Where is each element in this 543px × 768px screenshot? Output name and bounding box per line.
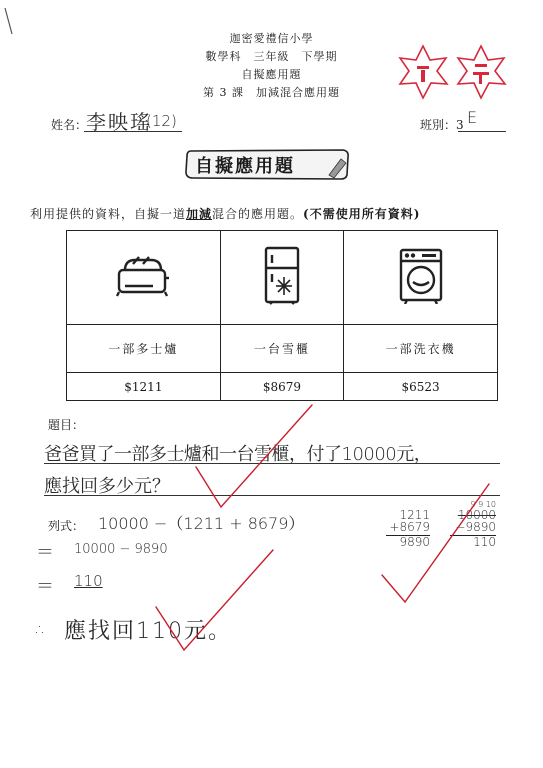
- item-price-fridge: $8679: [220, 373, 343, 401]
- item-name-fridge: 一台雪櫃: [220, 325, 343, 373]
- question-line-1: 爸爸買了一部多士爐和一台雪櫃，付了10000元，: [44, 444, 432, 465]
- therefore-sign: ∴: [36, 620, 47, 639]
- final-answer: 應找回110元。: [64, 619, 232, 644]
- working-step-1: 10000 −（1211 + 8679）: [98, 514, 305, 533]
- add-top: 1211: [399, 508, 430, 522]
- school-name: 迦密愛禮信小學: [229, 32, 314, 45]
- booklet-title: 自擬應用題: [241, 68, 302, 81]
- equals-sign-1: ＝: [36, 542, 54, 563]
- class-value: E: [467, 108, 478, 127]
- item-name-washing-machine: 一部洗衣機: [344, 325, 498, 373]
- sub-carry: 9 9 10: [470, 500, 496, 509]
- equals-sign-2: ＝: [36, 576, 54, 597]
- add-bottom: +8679: [389, 520, 430, 534]
- instruction-suffix: 混合的應用題。: [212, 207, 304, 221]
- working-step-3: 110: [74, 572, 103, 590]
- lesson-title: 第 3 課 加減混合應用題: [203, 86, 340, 99]
- student-number: (12): [146, 112, 177, 130]
- add-result: 9890: [386, 535, 430, 548]
- name-label: 姓名：: [51, 118, 88, 132]
- question-label: 題目：: [48, 418, 85, 432]
- item-price-toaster: $1211: [67, 373, 221, 401]
- subject-line: 數學科 三年級 下學期: [205, 50, 338, 63]
- class-label: 班別：3: [420, 118, 464, 132]
- instruction-highlight: 加減: [186, 207, 213, 221]
- student-name: 李映瑤: [86, 110, 152, 134]
- question-line-2: 應找回多少元？: [44, 476, 170, 497]
- sub-bottom: −9890: [455, 520, 496, 534]
- instruction-prefix: 利用提供的資料，自擬一道: [30, 207, 187, 221]
- item-price-washing-machine: $6523: [344, 373, 498, 401]
- working-step-2: 10000 − 9890: [74, 542, 168, 557]
- instruction-note: (不需使用所有資料): [303, 207, 421, 221]
- item-name-toaster: 一部多士爐: [67, 325, 221, 373]
- page-title: 自擬應用題: [195, 156, 295, 177]
- working-label: 列式：: [48, 519, 85, 533]
- sub-result: 110: [450, 535, 496, 548]
- sub-top: 10000: [457, 508, 496, 522]
